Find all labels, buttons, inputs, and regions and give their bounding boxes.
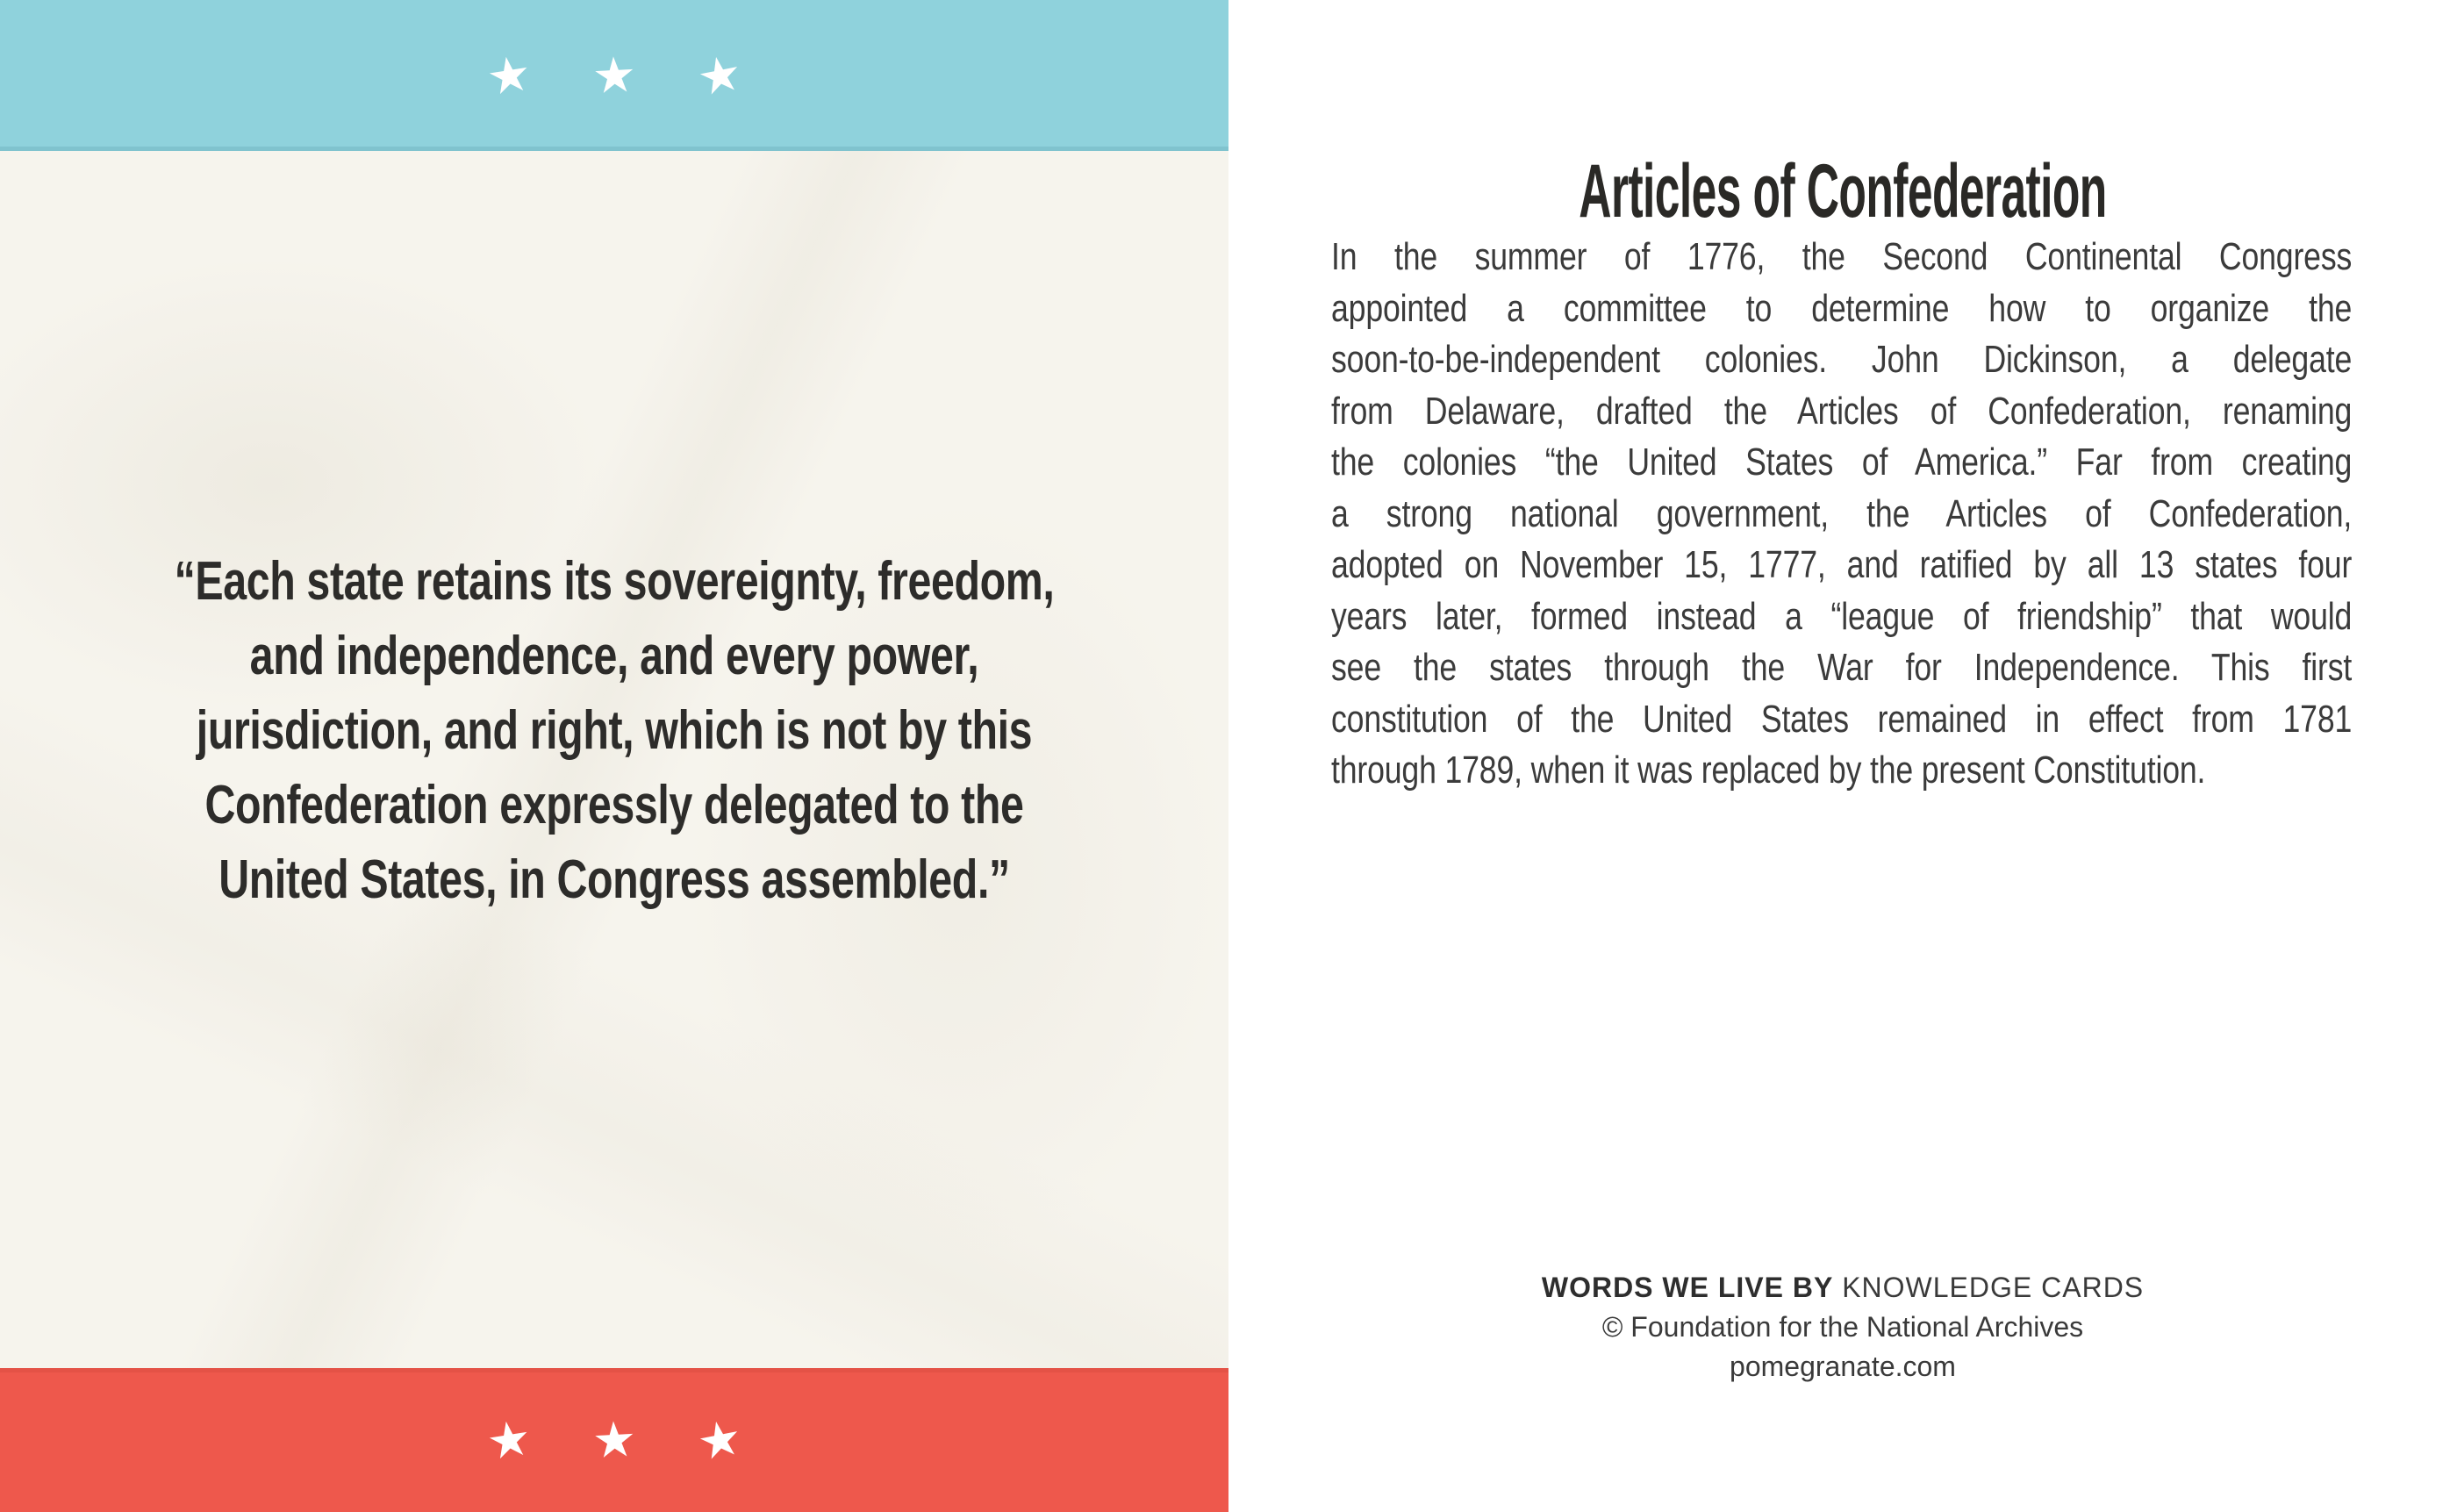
card-quote-side — [0, 0, 1228, 1512]
body-text — [1331, 232, 2352, 797]
card-title: Articles of Confederation — [1579, 149, 2107, 233]
series-line — [1228, 1268, 2457, 1308]
star-icon: ★ — [482, 44, 535, 106]
publisher-info — [1228, 1268, 2457, 1387]
star-icon: ★ — [692, 43, 747, 107]
star-row-top — [482, 43, 747, 107]
website-text: pomegranate.com — [1730, 1351, 1956, 1382]
product-type: KNOWLEDGE CARDS — [1842, 1272, 2145, 1303]
quote-line: “Each state retains its sovereignty, freedom, — [174, 551, 1055, 612]
body-line: a strong national government, the Articles of Confederation, — [1331, 491, 2353, 535]
body-line: appointed a committee to determine how to organize the — [1331, 286, 2353, 330]
body-line: constitution of the United States remained in effect from 1781 — [1331, 697, 2353, 741]
quote-line: and independence, and every power, — [249, 626, 979, 686]
star-icon: ★ — [482, 1408, 535, 1471]
body-line: see the states through the War for Independence. This first — [1331, 646, 2353, 689]
star-icon: ★ — [692, 1408, 747, 1472]
quote-line: Confederation expressly delegated to the — [204, 775, 1024, 835]
copyright-line: © Foundation for the National Archives — [1601, 1311, 2084, 1343]
top-band — [0, 0, 1228, 151]
body-line: from Delaware, drafted the Articles of Confederation, renaming — [1331, 389, 2353, 433]
star-icon: ★ — [591, 1410, 638, 1469]
body-line: the colonies “the United States of America.” Far from creating — [1331, 441, 2353, 484]
body-line: In the summer of 1776, the Second Continental Congress — [1331, 235, 2353, 278]
quote-line: jurisdiction, and right, which is not by this — [196, 700, 1033, 761]
body-line: soon-to-be-independent colonies. John Dickinson, a delegate — [1331, 338, 2353, 381]
series-name: WORDS WE LIVE BY — [1541, 1272, 1834, 1303]
quote-line: United States, in Congress assembled.” — [218, 849, 1010, 910]
card-info-side — [1228, 0, 2457, 1512]
star-icon: ★ — [591, 46, 638, 104]
star-row-bottom — [482, 1408, 747, 1472]
quote-text — [135, 544, 1093, 917]
body-line: through 1789, when it was replaced by the present Constitution. — [1331, 749, 2206, 792]
body-line: years later, formed instead a “league of friendship” that would — [1331, 594, 2353, 638]
bottom-band — [0, 1368, 1228, 1512]
body-line: adopted on November 15, 1777, and ratified by all 13 states four — [1331, 543, 2353, 586]
